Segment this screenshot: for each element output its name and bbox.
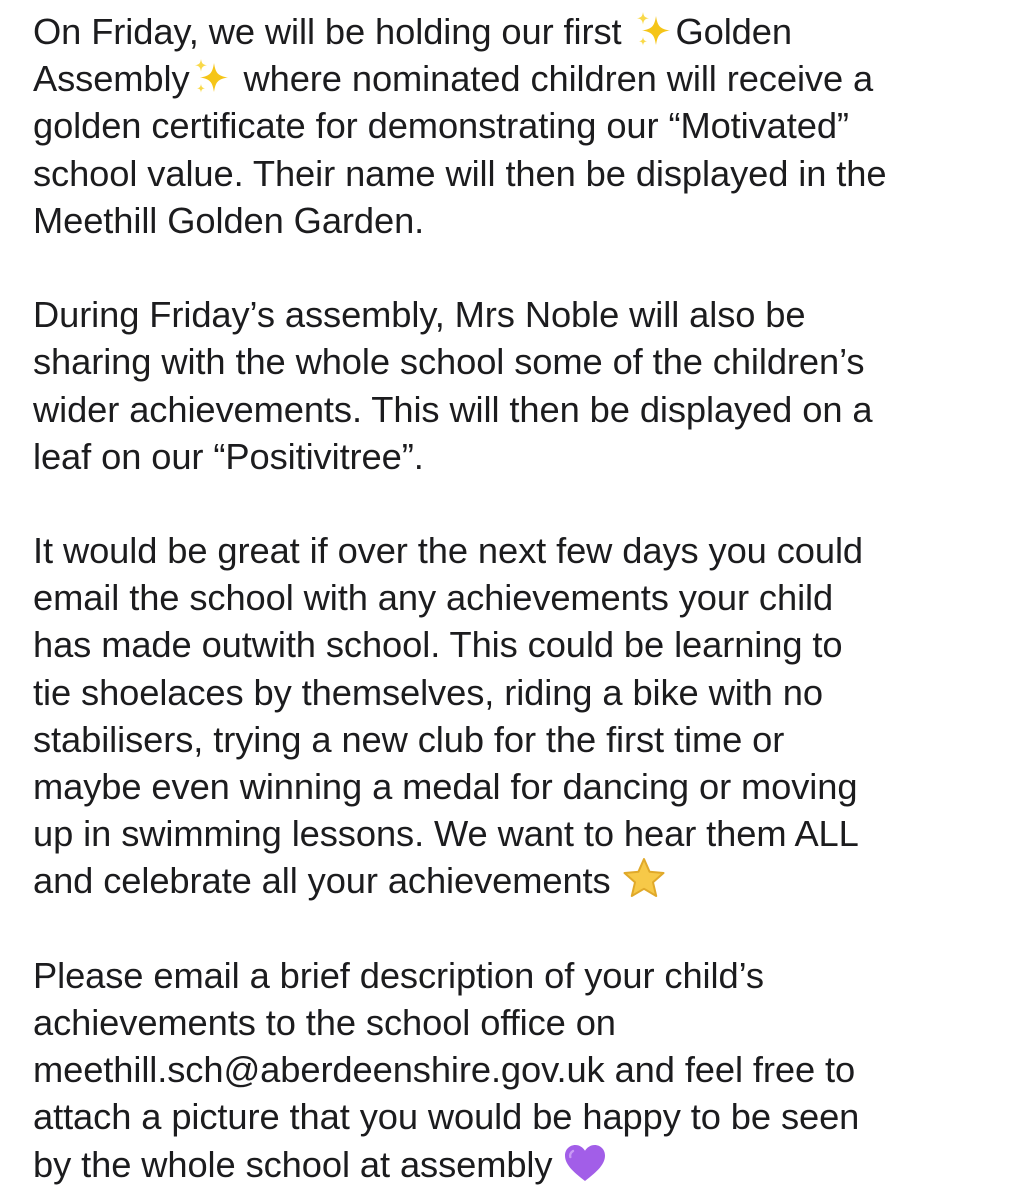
paragraph xyxy=(33,952,1003,1188)
line-text: wider achievements. This will then be displayed on a xyxy=(33,388,873,430)
paragraph xyxy=(33,8,1003,244)
paragraph xyxy=(33,527,1003,905)
sparkles-icon xyxy=(632,10,676,50)
line-text: Meethill Golden Garden. xyxy=(33,199,425,241)
star-icon xyxy=(621,857,667,899)
line-text: On Friday, we will be holding our first xyxy=(33,11,632,52)
line-text: achievements to the school office on xyxy=(33,1001,616,1043)
line-text: golden certificate for demonstrating our “Motivated” xyxy=(33,105,849,147)
text-line xyxy=(33,716,1003,763)
line-text: email the school with any achievements your child xyxy=(33,577,834,619)
text-line xyxy=(33,8,1003,55)
text-line xyxy=(33,1046,1003,1093)
text-line xyxy=(33,669,1003,716)
line-text: has made outwith school. This could be learning to xyxy=(33,624,843,666)
line-text: leaf on our “Positivitree”. xyxy=(33,435,424,477)
purple-heart-icon xyxy=(562,1143,608,1183)
text-line xyxy=(33,291,1003,338)
text-line xyxy=(33,386,1003,433)
line-text: school value. Their name will then be displayed in the xyxy=(33,152,887,194)
text-line xyxy=(33,574,1003,621)
text-line xyxy=(33,1141,1003,1188)
text-line xyxy=(33,763,1003,810)
text-line xyxy=(33,433,1003,480)
line-text: During Friday’s assembly, Mrs Noble will also be xyxy=(33,294,806,336)
text-line xyxy=(33,621,1003,668)
line-text: attach a picture that you would be happy to be seen xyxy=(33,1096,860,1138)
line-text-after: where nominated children will receive a xyxy=(233,58,874,100)
line-text: Please email a brief description of your child’s xyxy=(33,954,764,996)
line-text-after: Golden xyxy=(675,11,792,52)
text-line xyxy=(33,338,1003,385)
line-text: sharing with the whole school some of the children’s xyxy=(33,341,865,383)
line-text: by the whole school at assembly xyxy=(33,1143,563,1185)
text-line xyxy=(33,197,1003,244)
line-text: up in swimming lessons. We want to hear them ALL xyxy=(33,813,859,855)
line-text: and celebrate all your achievements xyxy=(33,860,621,902)
text-line xyxy=(33,55,1003,102)
line-text: It would be great if over the next few days you could xyxy=(33,530,864,572)
text-line xyxy=(33,150,1003,197)
line-text: tie shoelaces by themselves, riding a bike with no xyxy=(33,671,823,713)
text-line xyxy=(33,857,1003,904)
text-line xyxy=(33,810,1003,857)
line-text: stabilisers, trying a new club for the first time or xyxy=(33,718,785,760)
text-line xyxy=(33,952,1003,999)
text-line xyxy=(33,999,1003,1046)
line-text: meethill.sch@aberdeenshire.gov.uk and feel free to xyxy=(33,1049,856,1091)
text-line xyxy=(33,1093,1003,1140)
text-line xyxy=(33,102,1003,149)
paragraph xyxy=(33,291,1003,480)
text-line xyxy=(33,527,1003,574)
line-text: Assembly xyxy=(33,58,190,100)
note-body xyxy=(33,8,1003,1188)
sparkles-icon xyxy=(190,57,234,97)
line-text: maybe even winning a medal for dancing or moving xyxy=(33,766,858,807)
